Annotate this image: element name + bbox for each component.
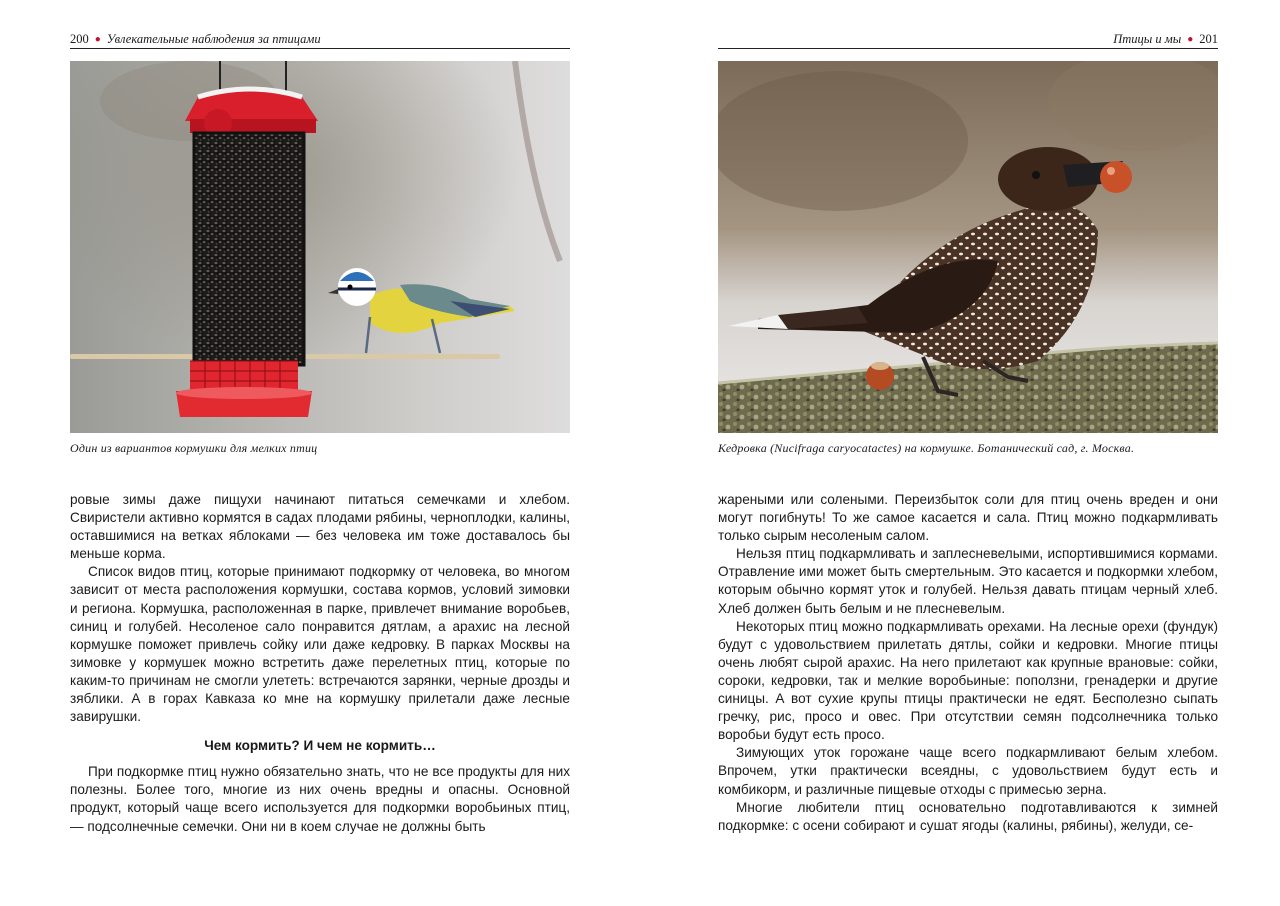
accent-dot-icon: ● bbox=[1187, 34, 1194, 45]
paragraph: Многие любители птиц основательно подготавливаются к зимней подкормке: с осени собирают и сушат ягоды (калины, рябины), желуди, се- bbox=[718, 799, 1218, 833]
paragraph: Нельзя птиц подкармливать и заплесневелыми, испортившимися кормами. Отравление ими может быть смертельным. Это касается и подкормки хлебом, которым обычно кормят уток и голубей. Нельзя давать птицам черный хлеб. Хлеб должен быть белым и не плесневелым. bbox=[718, 546, 1218, 616]
nutcracker-image bbox=[718, 61, 1218, 433]
left-header-title: Увлекательные наблюдения за птицами bbox=[106, 32, 321, 46]
paragraph: Зимующих уток горожане чаще всего подкармливают белым хлебом. Впрочем, утки практически всеядны, с удовольствием будут есть и комбикорм, и различные пищевые отходы с примесью зерна. bbox=[718, 745, 1218, 797]
bird-feeder-photo bbox=[70, 61, 570, 433]
paragraph: жареными или солеными. Переизбыток соли для птиц очень вреден и они могут погибнуть! То же самое касается и сала. Птиц можно подкармливать только сырым несоленым салом. bbox=[718, 492, 1218, 544]
nutcracker-photo bbox=[718, 61, 1218, 433]
right-running-head bbox=[718, 30, 1218, 49]
right-page bbox=[718, 0, 1218, 906]
section-heading: Чем кормить? И чем не кормить… bbox=[204, 738, 436, 754]
right-page-number: 201 bbox=[1199, 32, 1218, 46]
paragraph: ровые зимы даже пищухи начинают питаться семечками и хлебом. Свиристели активно кормятся в садах плодами рябины, черноплодки, калины, оставшимися на ветках яблоками — без человека им тоже доставалось бы меньше корма. bbox=[70, 492, 570, 562]
right-header-title: Птицы и мы bbox=[1113, 32, 1182, 46]
left-figure-caption: Один из вариантов кормушки для мелких птиц bbox=[70, 441, 318, 455]
left-page bbox=[70, 0, 570, 906]
right-body-text bbox=[718, 491, 1218, 835]
paragraph: Некоторых птиц можно подкармливать орехами. На лесные орехи (фундук) будут с удовольствием прилетать дятлы, сойки и кедровки. Многие птицы очень любят сырой арахис. На него прилетают как крупные врановые: сойки, сороки, кедровки, так и мелкие воробьиные: поползни, гренадерки и другие синицы. А вот сухие крупы птицы практически не едят. Бесполезно сыпать гречку, рис, просо и овес. При отсутствии семян подсолнечника только воробьи будут есть просо. bbox=[718, 618, 1218, 743]
right-figure-caption: Кедровка (Nucifraga caryocatactes) на кормушке. Ботанический сад, г. Москва. bbox=[718, 441, 1135, 455]
left-page-number: 200 bbox=[70, 32, 89, 46]
accent-dot-icon: ● bbox=[94, 34, 101, 45]
bird-feeder-image bbox=[70, 61, 570, 433]
left-body-text bbox=[70, 491, 570, 836]
paragraph: Список видов птиц, которые принимают подкормку от человека, во многом зависит от места расположения кормушки, состава кормов, условий зимовки и региона. Кормушка, расположенная в парке, привлечет внимание воробьев, синиц и голубей. Несоленое сало понравится дятлам, а арахис на лесной кормушке поможет привлечь сойку или даже кедровку. В парках Москвы на зимовке у кормушек можно встретить даже перелетных птиц, которые по каким-то причинам не смогли улететь: встречаются зарянки, черные дрозды и зяблики. А в горах Кавказа ко мне на кормушку прилетали даже лесные завирушки. bbox=[70, 564, 570, 725]
paragraph: При подкормке птиц нужно обязательно знать, что не все продукты для них полезны. Более того, многие из них очень вредны и опасны. Основной продукт, который чаще всего используется для подкормки воробьиных птиц, — подсолнечные семечки. Они ни в коем случае не должны быть bbox=[70, 764, 570, 834]
left-running-head bbox=[70, 30, 570, 49]
